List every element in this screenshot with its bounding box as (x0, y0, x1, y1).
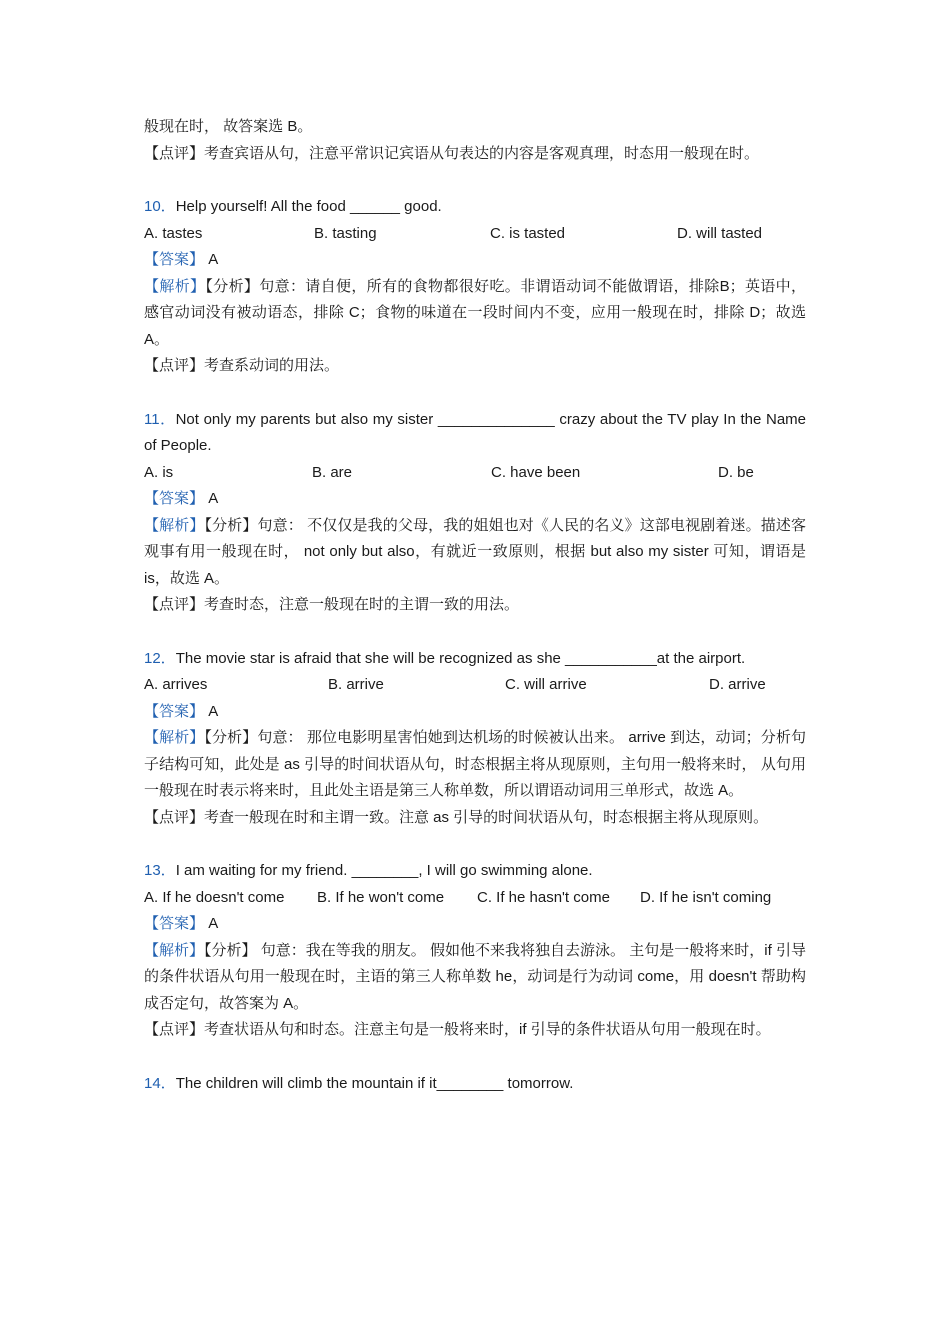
analysis-13 (144, 938, 806, 1018)
question-13 (144, 858, 806, 885)
question-stem: Help yourself! All the food ______ good. (175, 198, 442, 215)
question-11 (144, 407, 806, 460)
answer-10 (144, 247, 806, 274)
option-a: A. arrives (144, 676, 208, 693)
answer-label: 【答案】 (144, 251, 205, 268)
option-b: B. If he won't come (317, 888, 445, 906)
question-number: 11． (144, 410, 176, 428)
document-content (144, 114, 806, 1097)
question-stem: Not only my parents but also my sister ______________ crazy about the TV play In the Name of People. (144, 410, 806, 454)
comment-13: 【点评】考查状语从句和时态。注意主句是一般将来时，if 引导的条件状语从句用一般现在时。 (144, 1021, 771, 1038)
answer-value: A (208, 915, 219, 932)
analysis-label: 【解析】 (144, 941, 205, 959)
option-a: A. If he doesn't come (144, 888, 285, 906)
analysis-label: 【解析】 (144, 516, 205, 534)
comment-12: 【点评】考查一般现在时和主谓一致。注意 as 引导的时间状语从句，时态根据主将从现原则。 (144, 808, 769, 826)
answer-value: A (208, 251, 219, 268)
option-d: D. If he isn't coming (640, 888, 772, 906)
answer-value: A (208, 490, 219, 507)
question-stem: I am waiting for my friend. ________, I will go swimming alone. (175, 862, 593, 879)
answer-label: 【答案】 (144, 915, 205, 932)
analysis-text: 【分析】句意： 不仅仅是我的父母，我的姐姐也对《人民的名义》这部电视剧着迷。描述客观事有用一般现在时， not only but also，有就近一致原则，根据 but also my sister 可知，谓语是 is，故选 A。 (144, 516, 806, 587)
analysis-label: 【解析】 (144, 277, 206, 295)
analysis-11 (144, 513, 806, 593)
options-11 (144, 460, 806, 487)
option-b: B. arrive (328, 676, 384, 693)
previous-comment: 【点评】考查宾语从句，注意平常识记宾语从句表达的内容是客观真理，时态用一般现在时。 (144, 144, 760, 162)
question-12 (144, 646, 806, 673)
option-d: D. be (718, 463, 754, 481)
option-a: A. is (144, 463, 174, 481)
option-b: B. are (312, 463, 353, 481)
option-c: C. have been (491, 463, 581, 481)
answer-label: 【答案】 (144, 490, 205, 507)
option-c: C. is tasted (490, 224, 566, 242)
question-14 (144, 1071, 806, 1098)
options-12 (144, 672, 806, 699)
question-number: 10． (144, 198, 176, 215)
analysis-text: 【分析】句意： 那位电影明星害怕她到达机场的时候被认出来。 arrive 到达，动词；分析句子结构可知，此处是 as 引导的时间状语从句，时态根据主将从现原则，主句用一般将来时， 从句用一般现在时表示将来时，且此处主语是第三人称单数，所以谓语动词用三单形式，故选 A。 (144, 729, 806, 799)
question-stem: The children will climb the mountain if it________ tomorrow. (175, 1074, 574, 1092)
analysis-12 (144, 725, 806, 805)
question-stem: The movie star is afraid that she will be recognized as she ___________at the airport. (175, 649, 746, 667)
analysis-10 (144, 274, 806, 354)
question-number: 13． (144, 862, 176, 879)
analysis-label: 【解析】 (144, 729, 205, 746)
question-number: 12． (144, 649, 176, 667)
option-c: C. will arrive (505, 676, 587, 693)
option-d: D. arrive (709, 676, 766, 693)
option-b: B. tasting (314, 224, 377, 242)
option-c: C. If he hasn't come (477, 888, 610, 906)
analysis-text: 【分析】 句意：我在等我的朋友。 假如他不来我将独自去游泳。 主句是一般将来时，if 引导的条件状语从句用一般现在时，主语的第三人称单数 he，动词是行为动词 come，用 doesn't 帮助构成否定句，故答案为 A。 (144, 941, 806, 1012)
answer-value: A (208, 702, 219, 720)
comment-10: 【点评】考查系动词的用法。 (144, 357, 340, 374)
options-10 (144, 221, 806, 248)
answer-13 (144, 911, 806, 938)
question-number: 14． (144, 1074, 176, 1092)
answer-label: 【答案】 (144, 702, 205, 720)
answer-12 (144, 699, 806, 726)
answer-11 (144, 486, 806, 513)
question-10 (144, 194, 806, 221)
analysis-text: 【分析】句意：请自便，所有的食物都很好吃。非谓语动词不能做谓语，排除B；英语中，感官动词没有被动语态，排除 C；食物的味道在一段时间内不变，应用一般现在时，排除 D；故选 A。 (144, 277, 806, 348)
option-d: D. will tasted (677, 224, 763, 242)
options-13 (144, 885, 806, 912)
option-a: A. tastes (144, 224, 203, 242)
previous-answer-tail: 般现在时， 故答案选 B。 (144, 118, 313, 135)
comment-11: 【点评】考查时态，注意一般现在时的主谓一致的用法。 (144, 596, 520, 613)
